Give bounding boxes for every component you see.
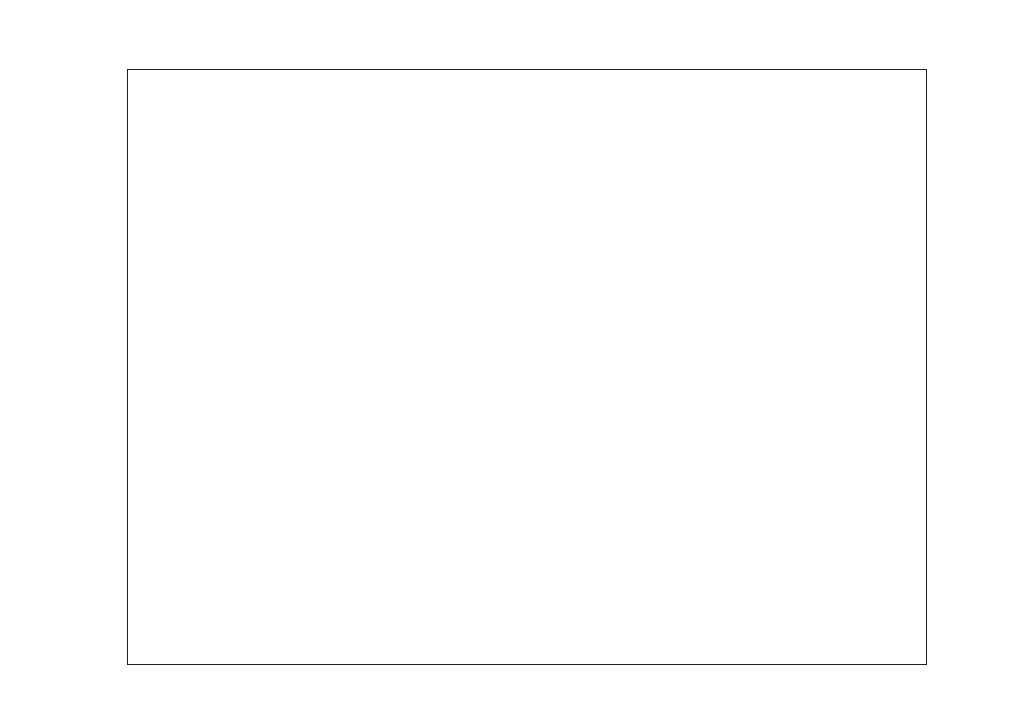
footnotes xyxy=(128,70,927,665)
data-table xyxy=(127,69,927,665)
